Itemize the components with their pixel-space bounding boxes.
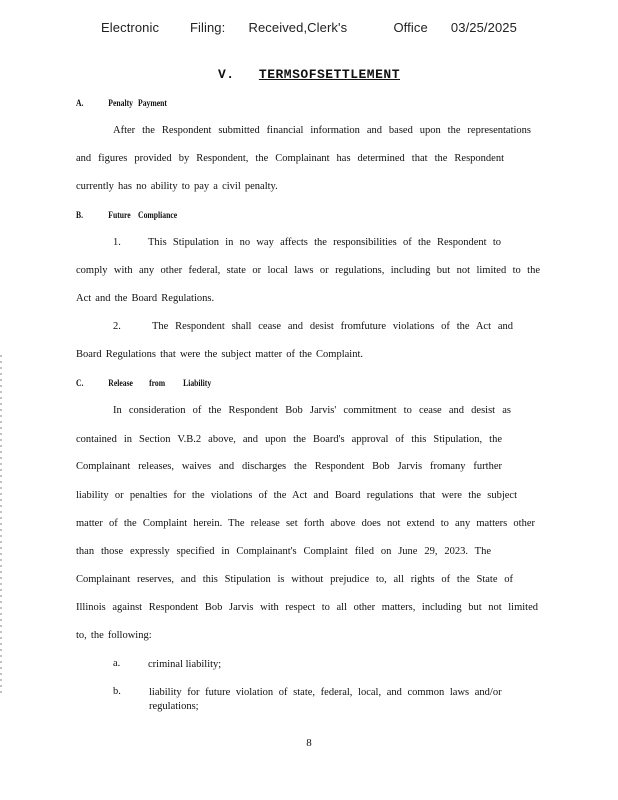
section-title (0, 67, 618, 82)
heading-label: from (149, 378, 166, 388)
heading-letter: C. (76, 378, 84, 388)
heading-label: Future (108, 210, 131, 220)
paragraph-line: matter of the Complaint herein. The release set forth above does not extend to any matters other (76, 518, 535, 529)
paragraph-line: comply with any other federal, state or local laws or regulations, including but not limited to the (76, 265, 540, 276)
heading-letter: A. (76, 98, 84, 108)
heading-label: Compliance (138, 210, 178, 220)
item-number: 1. (113, 237, 121, 248)
paragraph-line: than those expressly specified in Complainant's Complaint filed on June 29, 2023. The (76, 546, 491, 557)
paragraph-line: Complainant reserves, and this Stipulation is without prejudice to, all rights of the State of (76, 574, 513, 585)
heading-label: Payment (138, 98, 167, 108)
filing-stamp-header: Electronic Filing: Received,Clerk's Office 03/25/2025 (101, 20, 517, 35)
paragraph-line: to, the following: (76, 630, 152, 641)
heading-label: Release (108, 378, 133, 388)
paragraph-line: contained in Section V.B.2 above, and upon the Board's approval of this Stipulation, the (76, 434, 502, 445)
section-numeral: V. (217, 67, 235, 82)
paragraph-line: After the Respondent submitted financial information and based upon the representations (113, 125, 531, 136)
page-number: 8 (306, 737, 312, 749)
list-marker: a. (113, 658, 121, 669)
list-item-text: liability for future violation of state, federal, local, and common laws and/or regulations; (149, 687, 502, 712)
paragraph-line: The Respondent shall cease and desist fromfuture violations of the Act and (152, 321, 513, 332)
scan-edge-marks (0, 355, 2, 695)
paragraph-line: Illinois against Respondent Bob Jarvis with respect to all other matters, including but not limited (76, 602, 538, 613)
item-number: 2. (113, 321, 121, 332)
paragraph-line: This Stipulation in no way affects the responsibilities of the Respondent to (148, 237, 501, 248)
list-item-text: criminal liability; (148, 659, 222, 670)
heading-penalty-payment (76, 98, 246, 110)
heading-release-from-liability (76, 378, 263, 390)
paragraph-line: and figures provided by Respondent, the Complainant has determined that the Respondent (76, 153, 504, 164)
paragraph-line: Act and the Board Regulations. (76, 293, 215, 304)
section-title-text: TERMSOFSETTLEMENT (258, 67, 401, 82)
heading-label: Penalty (108, 98, 133, 108)
paragraph-line: liability or penalties for the violations of the Act and Board regulations that were the subject (76, 490, 517, 501)
paragraph-line: Complainant releases, waives and discharges the Respondent Bob Jarvis fromany further (76, 461, 502, 472)
paragraph-line: currently has no ability to pay a civil penalty. (76, 181, 278, 192)
heading-letter: B. (76, 210, 84, 220)
list-marker: b. (113, 686, 121, 697)
heading-future-compliance (76, 210, 246, 222)
heading-label: Liability (183, 378, 212, 388)
paragraph-line: In consideration of the Respondent Bob Jarvis' commitment to cease and desist as (113, 405, 511, 416)
paragraph-line: Board Regulations that were the subject matter of the Complaint. (76, 349, 364, 360)
